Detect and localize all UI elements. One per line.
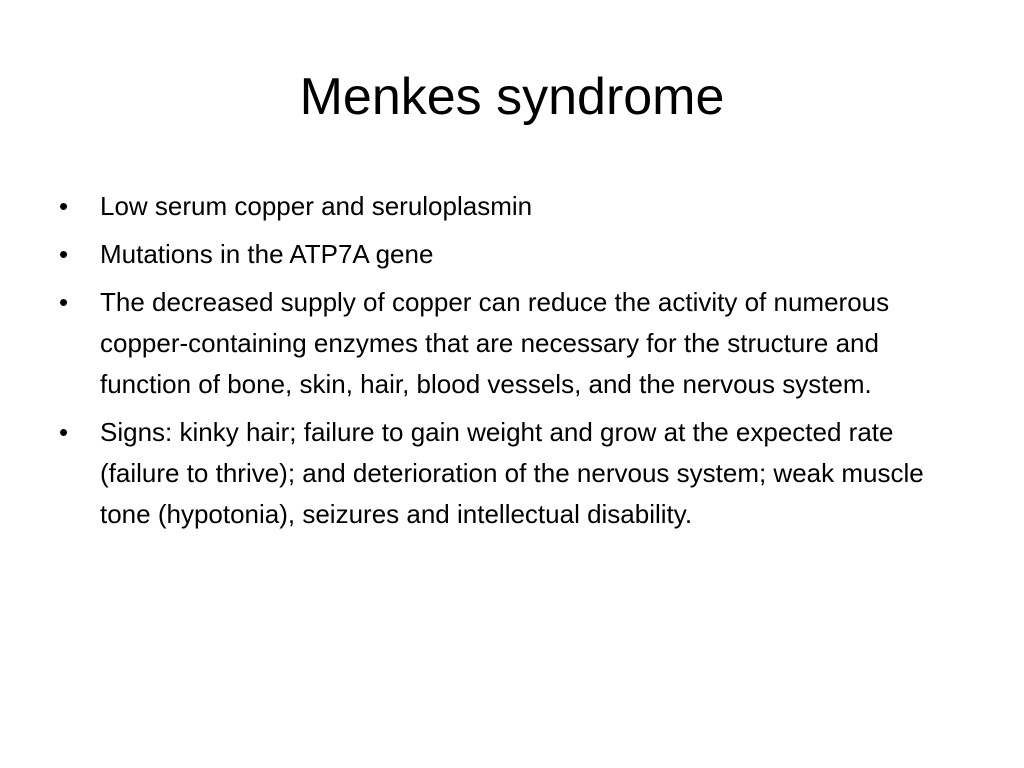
bullet-dot-icon: •	[59, 417, 69, 447]
bullet-item-3	[56, 282, 956, 405]
bullet-text-4: Signs: kinky hair; failure to gain weight and grow at the expected rate (failure to thrive); and deterioration of the nervous system; weak muscle tone (hypotonia), seizures and intellectual disability.	[100, 417, 924, 529]
bullet-dot-icon: •	[59, 191, 69, 221]
slide-title: Menkes syndrome	[299, 68, 725, 126]
bullet-dot-icon: •	[59, 239, 69, 269]
bullet-item-4	[56, 412, 956, 535]
bullet-list	[56, 186, 956, 542]
bullet-text-2: Mutations in the ATP7A gene	[100, 239, 434, 269]
bullet-item-2	[56, 234, 956, 275]
bullet-dot-icon: •	[59, 287, 69, 317]
bullet-text-1: Low serum copper and seruloplasmin	[100, 191, 533, 221]
bullet-text-3: The decreased supply of copper can reduce the activity of numerous copper-containing enzymes that are necessary for the structure and function of bone, skin, hair, blood vessels, and the nervous system.	[100, 287, 890, 399]
bullet-item-1	[56, 186, 956, 227]
